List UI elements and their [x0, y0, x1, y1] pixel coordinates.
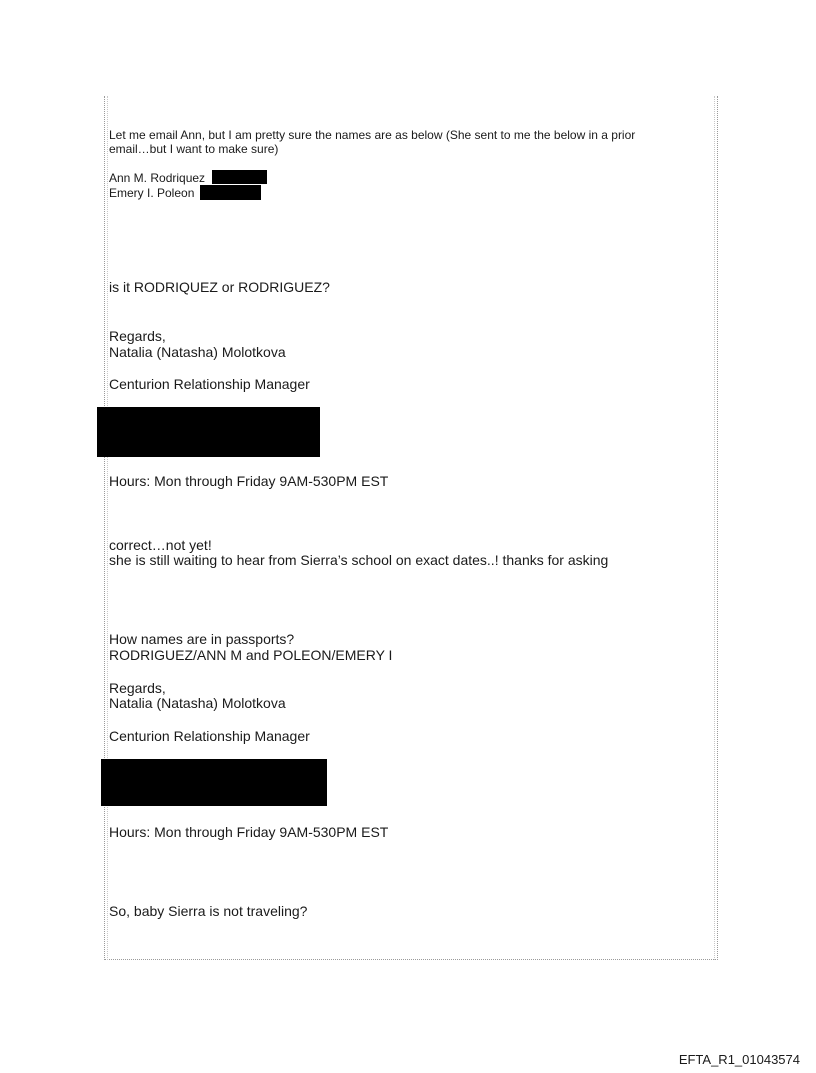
message-3-line-2: she is still waiting to hear from Sierra’s school on exact dates..! thanks for asking: [109, 552, 609, 568]
message-1-line-1: Let me email Ann, but I am pretty sure the names are as below (She sent to me the below in a prior: [109, 128, 636, 142]
redaction-block: [101, 759, 327, 806]
document-id: EFTA_R1_01043574: [678, 1052, 800, 1067]
message-5-line-1: So, baby Sierra is not traveling?: [109, 903, 308, 919]
redaction-block: [212, 170, 267, 184]
message-2-title: Centurion Relationship Manager: [109, 376, 310, 392]
message-4-signer: Natalia (Natasha) Molotkova: [109, 695, 286, 711]
message-2-question: is it RODRIQUEZ or RODRIGUEZ?: [109, 279, 330, 295]
message-1-line-2: email…but I want to make sure): [109, 142, 279, 156]
message-4-title: Centurion Relationship Manager: [109, 728, 310, 744]
redaction-block: [200, 185, 261, 200]
message-1-name-ann: Ann M. Rodriquez: [109, 171, 206, 185]
message-2-regards: Regards,: [109, 328, 166, 344]
message-3-line-1: correct…not yet!: [109, 537, 212, 553]
message-4-regards: Regards,: [109, 680, 166, 696]
message-4-line-2: RODRIGUEZ/ANN M and POLEON/EMERY I: [109, 647, 393, 663]
frame-inner-right-rule: [714, 96, 716, 960]
message-4-hours: Hours: Mon through Friday 9AM-530PM EST: [109, 824, 389, 840]
message-2-signer: Natalia (Natasha) Molotkova: [109, 344, 286, 360]
redaction-block: [97, 407, 320, 457]
message-2-hours: Hours: Mon through Friday 9AM-530PM EST: [109, 473, 389, 489]
message-4-line-1: How names are in passports?: [109, 631, 295, 647]
message-1-name-emery: Emery I. Poleon: [109, 186, 195, 200]
